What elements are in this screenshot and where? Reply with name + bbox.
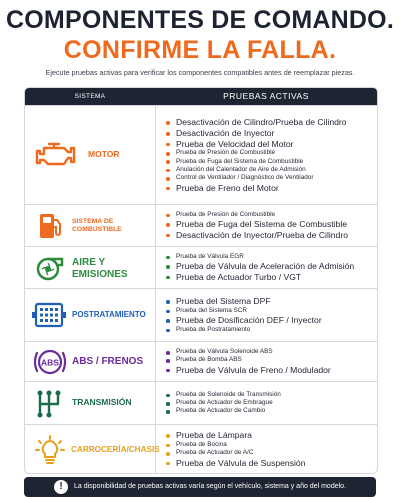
- list-item: [156, 357, 377, 364]
- system-name-line-1: AIRE Y: [72, 257, 106, 268]
- system-name-line-2: COMBUSTIBLE: [72, 225, 122, 233]
- list-item-label: Prueba de Válvula de Freno / Modulador: [176, 364, 331, 375]
- bullet-icon: [166, 434, 170, 438]
- bullet-icon: [166, 160, 170, 164]
- tests-cell: [156, 106, 377, 205]
- bullet-icon: [166, 462, 170, 466]
- bullet-icon: [166, 300, 170, 304]
- list-item: [156, 159, 377, 166]
- list-item-label: Prueba de Postratamiento: [176, 325, 251, 333]
- bullet-icon: [166, 452, 170, 456]
- list-item-label: Desactivación de Inyector: [176, 128, 275, 139]
- tests-cell: [156, 342, 377, 382]
- bullet-icon: [166, 319, 170, 323]
- list-item: [156, 231, 377, 240]
- list-item-label: Prueba de Fuga del Sistema de Combustible: [176, 219, 348, 230]
- tests-list: [156, 205, 377, 247]
- list-item: [156, 349, 377, 356]
- tests-cell: [156, 205, 377, 247]
- bullet-icon: [166, 359, 170, 363]
- list-item-label: Prueba de Válvula EGR: [176, 253, 244, 261]
- list-item: [156, 262, 377, 271]
- bullet-icon: [166, 351, 170, 355]
- bullet-icon: [166, 394, 170, 398]
- system-cell: [25, 247, 156, 289]
- column-header-system: SISTEMA: [74, 93, 106, 100]
- list-item: [156, 167, 377, 174]
- subtitle: Ejecute pruebas activas para verificar los componentes compatibles antes de reemplazar piezas.: [45, 68, 355, 77]
- list-item-label: Prueba de Freno del Motor: [176, 182, 279, 193]
- list-item: [156, 316, 377, 325]
- bullet-icon: [166, 132, 170, 136]
- system-cell: [25, 205, 156, 247]
- tests-cell: [156, 289, 377, 342]
- title-line-1: COMPONENTES DE COMANDO.: [6, 6, 394, 34]
- bullet-icon: [166, 143, 170, 147]
- tests-cell: [156, 382, 377, 425]
- bullet-icon: [166, 223, 170, 227]
- system-name: POSTRATAMIENTO: [72, 310, 146, 319]
- table-row-motor: [25, 105, 377, 205]
- list-item-label: Prueba de Solenoide de Transmisión: [176, 390, 281, 398]
- system-name: TRANSMISIÓN: [72, 397, 132, 407]
- bullet-icon: [166, 177, 170, 181]
- list-item: [156, 140, 377, 149]
- list-item: [156, 150, 377, 157]
- bullet-icon: [166, 369, 170, 373]
- list-item-label: Prueba de Válvula de Suspensión: [176, 457, 306, 468]
- list-item-label: Prueba de Actuador de Cambio: [176, 407, 266, 415]
- list-item: [156, 327, 377, 334]
- bullet-icon: [166, 265, 170, 269]
- list-item-label: Prueba de Presión de Combustible: [176, 211, 276, 219]
- list-item-label: Prueba de Presión de Combustible: [176, 149, 276, 157]
- list-item: [156, 459, 377, 468]
- list-item: [156, 308, 377, 315]
- bullet-icon: [166, 402, 170, 406]
- list-item: [156, 129, 377, 138]
- engine-warning-icon: [35, 140, 77, 168]
- column-header-tests: PRUEBAS ACTIVAS: [223, 91, 309, 101]
- list-item-label: Prueba del Sistema DPF: [176, 296, 271, 307]
- list-item: [156, 297, 377, 306]
- list-item-label: Prueba de Lámpara: [176, 430, 252, 441]
- tests-list: [156, 106, 377, 205]
- system-cell: [25, 106, 156, 205]
- tests-cell: [156, 247, 377, 289]
- list-item: [156, 392, 377, 399]
- bullet-icon: [166, 169, 170, 173]
- list-item: [156, 220, 377, 229]
- tests-list: [156, 342, 377, 382]
- gear-shift-icon: [35, 390, 63, 418]
- bullet-icon: [166, 329, 170, 333]
- tests-cell: [156, 425, 377, 474]
- bullet-icon: [166, 152, 170, 156]
- bullet-icon: [166, 187, 170, 191]
- list-item: [156, 175, 377, 182]
- list-item: [156, 184, 377, 193]
- system-name: [72, 218, 122, 234]
- title-line-2: CONFIRME LA FALLA.: [63, 36, 337, 64]
- table-row-body-chassis: [25, 424, 377, 474]
- list-item-label: Prueba de Actuador Turbo / VGT: [176, 271, 302, 282]
- footer-text: La disponibilidad de pruebas activas varía según el vehículo, sistema y año del modelo.: [74, 483, 346, 490]
- list-item: [156, 442, 377, 449]
- fuel-pump-icon: [37, 211, 63, 241]
- list-item-label: Prueba de Bomba ABS: [176, 356, 242, 364]
- list-item-label: Prueba de Válvula Solenoide ABS: [176, 348, 273, 356]
- table-row-abs-brakes: [25, 341, 377, 382]
- turbo-icon: [35, 253, 65, 283]
- list-item-label: Prueba de Actuador de Embrague: [176, 399, 273, 407]
- system-name: [72, 257, 128, 280]
- list-item-label: Prueba de Actuador de A/C: [176, 449, 254, 457]
- bullet-icon: [166, 410, 170, 414]
- system-name: CARROCERÍA/CHASIS: [71, 445, 160, 454]
- system-name: MOTOR: [88, 149, 120, 159]
- bullet-icon: [166, 234, 170, 238]
- list-item: [156, 273, 377, 282]
- lightbulb-icon: [35, 435, 65, 465]
- list-item-label: Desactivación de Inyector/Prueba de Cilindro: [176, 229, 348, 240]
- system-cell: [25, 289, 156, 342]
- bullet-icon: [166, 214, 170, 218]
- system-cell: [25, 425, 160, 474]
- system-name-line-1: SISTEMA DE: [72, 218, 114, 225]
- list-item: [156, 118, 377, 127]
- system-name-line-2: EMISIONES: [72, 268, 128, 280]
- tests-list: [156, 247, 377, 289]
- list-item-label: Prueba del Sistema SCR: [176, 306, 248, 314]
- list-item-label: Control de Ventilador / Diagnóstico de Ventilador: [176, 174, 314, 182]
- system-name: ABS / FRENOS: [72, 356, 144, 367]
- list-item: [156, 254, 377, 261]
- system-cell: [25, 382, 156, 425]
- table-header: [25, 88, 377, 105]
- tests-list: [156, 382, 377, 425]
- tests-list: [156, 425, 377, 474]
- table-row-air-emissions: [25, 246, 377, 289]
- list-item-label: Prueba de Válvula de Aceleración de Admisión: [176, 261, 355, 272]
- list-item-label: Desactivación de Cilindro/Prueba de Cilindro: [176, 117, 347, 128]
- list-item-label: Prueba de Dosificación DEF / Inyector: [176, 315, 322, 326]
- abs-icon: [33, 347, 67, 377]
- list-item-label: Prueba de Bocina: [176, 440, 227, 448]
- table-row-transmission: [25, 381, 377, 425]
- bullet-icon: [166, 121, 170, 125]
- list-item-label: Anulación del Calentador de Aire de Admisión: [176, 165, 306, 173]
- list-item: [156, 450, 377, 457]
- active-tests-table: [24, 87, 378, 474]
- list-item: [156, 400, 377, 407]
- list-item-label: Prueba de Fuga del Sistema de Combustible: [176, 157, 304, 165]
- bullet-icon: [166, 310, 170, 314]
- list-item-label: Prueba de Velocidad del Motor: [176, 138, 294, 149]
- footer-note: [24, 477, 376, 497]
- list-item: [156, 212, 377, 219]
- list-item: [156, 408, 377, 415]
- bullet-icon: [166, 444, 170, 448]
- list-item: [156, 431, 377, 440]
- system-cell: [25, 342, 156, 382]
- table-row-aftertreatment: [25, 288, 377, 342]
- list-item: [156, 366, 377, 375]
- dpf-filter-icon: [31, 302, 67, 328]
- alert-icon: !: [54, 480, 68, 494]
- tests-list: [156, 289, 377, 342]
- abs-icon-label: ABS: [41, 357, 59, 368]
- bullet-icon: [166, 256, 170, 260]
- bullet-icon: [166, 276, 170, 280]
- table-row-fuel-system: [25, 204, 377, 247]
